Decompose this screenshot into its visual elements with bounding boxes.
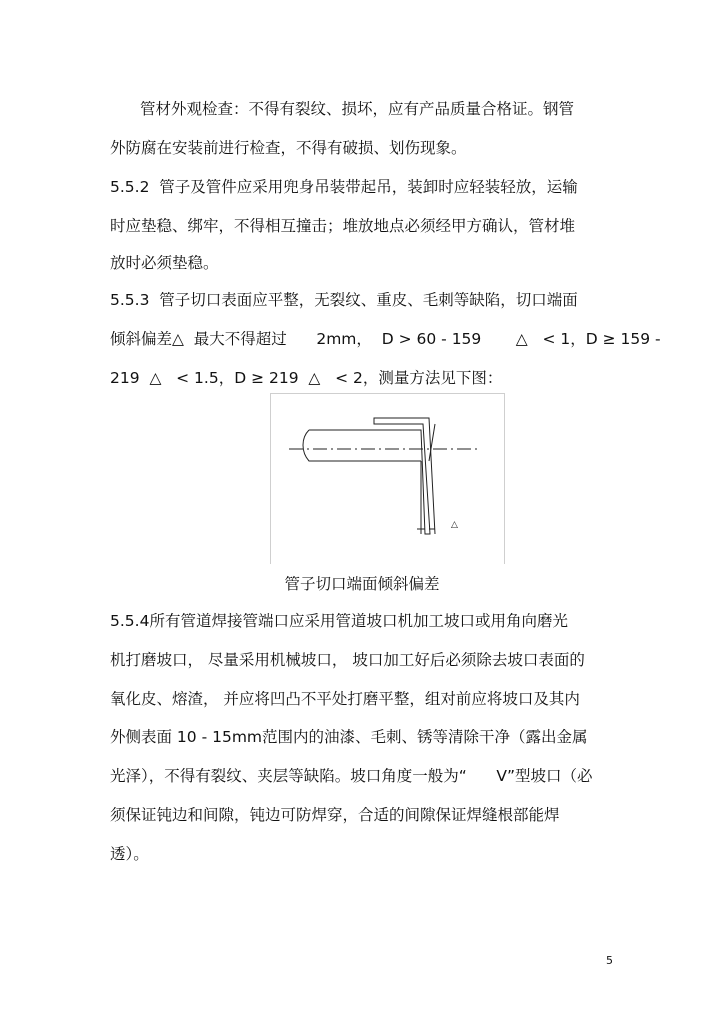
paragraph-line: 透）。 <box>110 845 149 863</box>
paragraph-line: 5.5.4所有管道焊接管端口应采用管道坡口机加工坡口或用角向磨光 <box>110 612 568 630</box>
paragraph-line: 须保证钝边和间隙，钝边可防焊穿，合适的间隙保证焊缝根部能焊 <box>110 806 560 824</box>
paragraph-line: 219 △ < 1.5，D ≥ 219 △ < 2，测量方法见下图： <box>110 369 503 387</box>
paragraph-line: 外侧表面 10 - 15mm范围内的油漆、毛刺、锈等清除干净（露出金属 <box>110 728 588 746</box>
paragraph-line: 倾斜偏差△ 最大不得超过 2mm， D > 60 - 159 △ < 1，D ≥ 159 - <box>110 330 661 348</box>
pipe-cut-drawing <box>271 394 504 564</box>
paragraph-line: 光泽），不得有裂纹、夹层等缺陷。坡口角度一般为“ V”型坡口（必 <box>110 767 593 785</box>
pipe-cut-diagram <box>270 393 505 564</box>
figure-caption: 管子切口端面倾斜偏差 <box>284 575 440 593</box>
paragraph-line: 放时必须垫稳。 <box>110 254 219 272</box>
page-number: 5 <box>606 954 613 967</box>
paragraph-line: 氧化皮、熔渣， 并应将凹凸不平处打磨平整，组对前应将坡口及其内 <box>110 690 580 708</box>
paragraph-line: 机打磨坡口， 尽量采用机械坡口， 坡口加工好后必须除去坡口表面的 <box>110 651 585 669</box>
paragraph-line: 5.5.3 管子切口表面应平整，无裂纹、重皮、毛刺等缺陷，切口端面 <box>110 291 578 309</box>
paragraph-line: 时应垫稳、绑牢，不得相互撞击；堆放地点必须经甲方确认，管材堆 <box>110 217 576 235</box>
paragraph-line: 5.5.2 管子及管件应采用兜身吊装带起吊，装卸时应轻装轻放，运输 <box>110 178 578 196</box>
pipe-end-curve <box>303 430 421 461</box>
pipe-outline <box>309 418 435 534</box>
delta-label: △ <box>451 520 458 530</box>
paragraph-line: 外防腐在安装前进行检查，不得有破损、划伤现象。 <box>110 139 467 157</box>
paragraph-line: 管材外观检查：不得有裂纹、损坏，应有产品质量合格证。钢管 <box>140 100 575 118</box>
